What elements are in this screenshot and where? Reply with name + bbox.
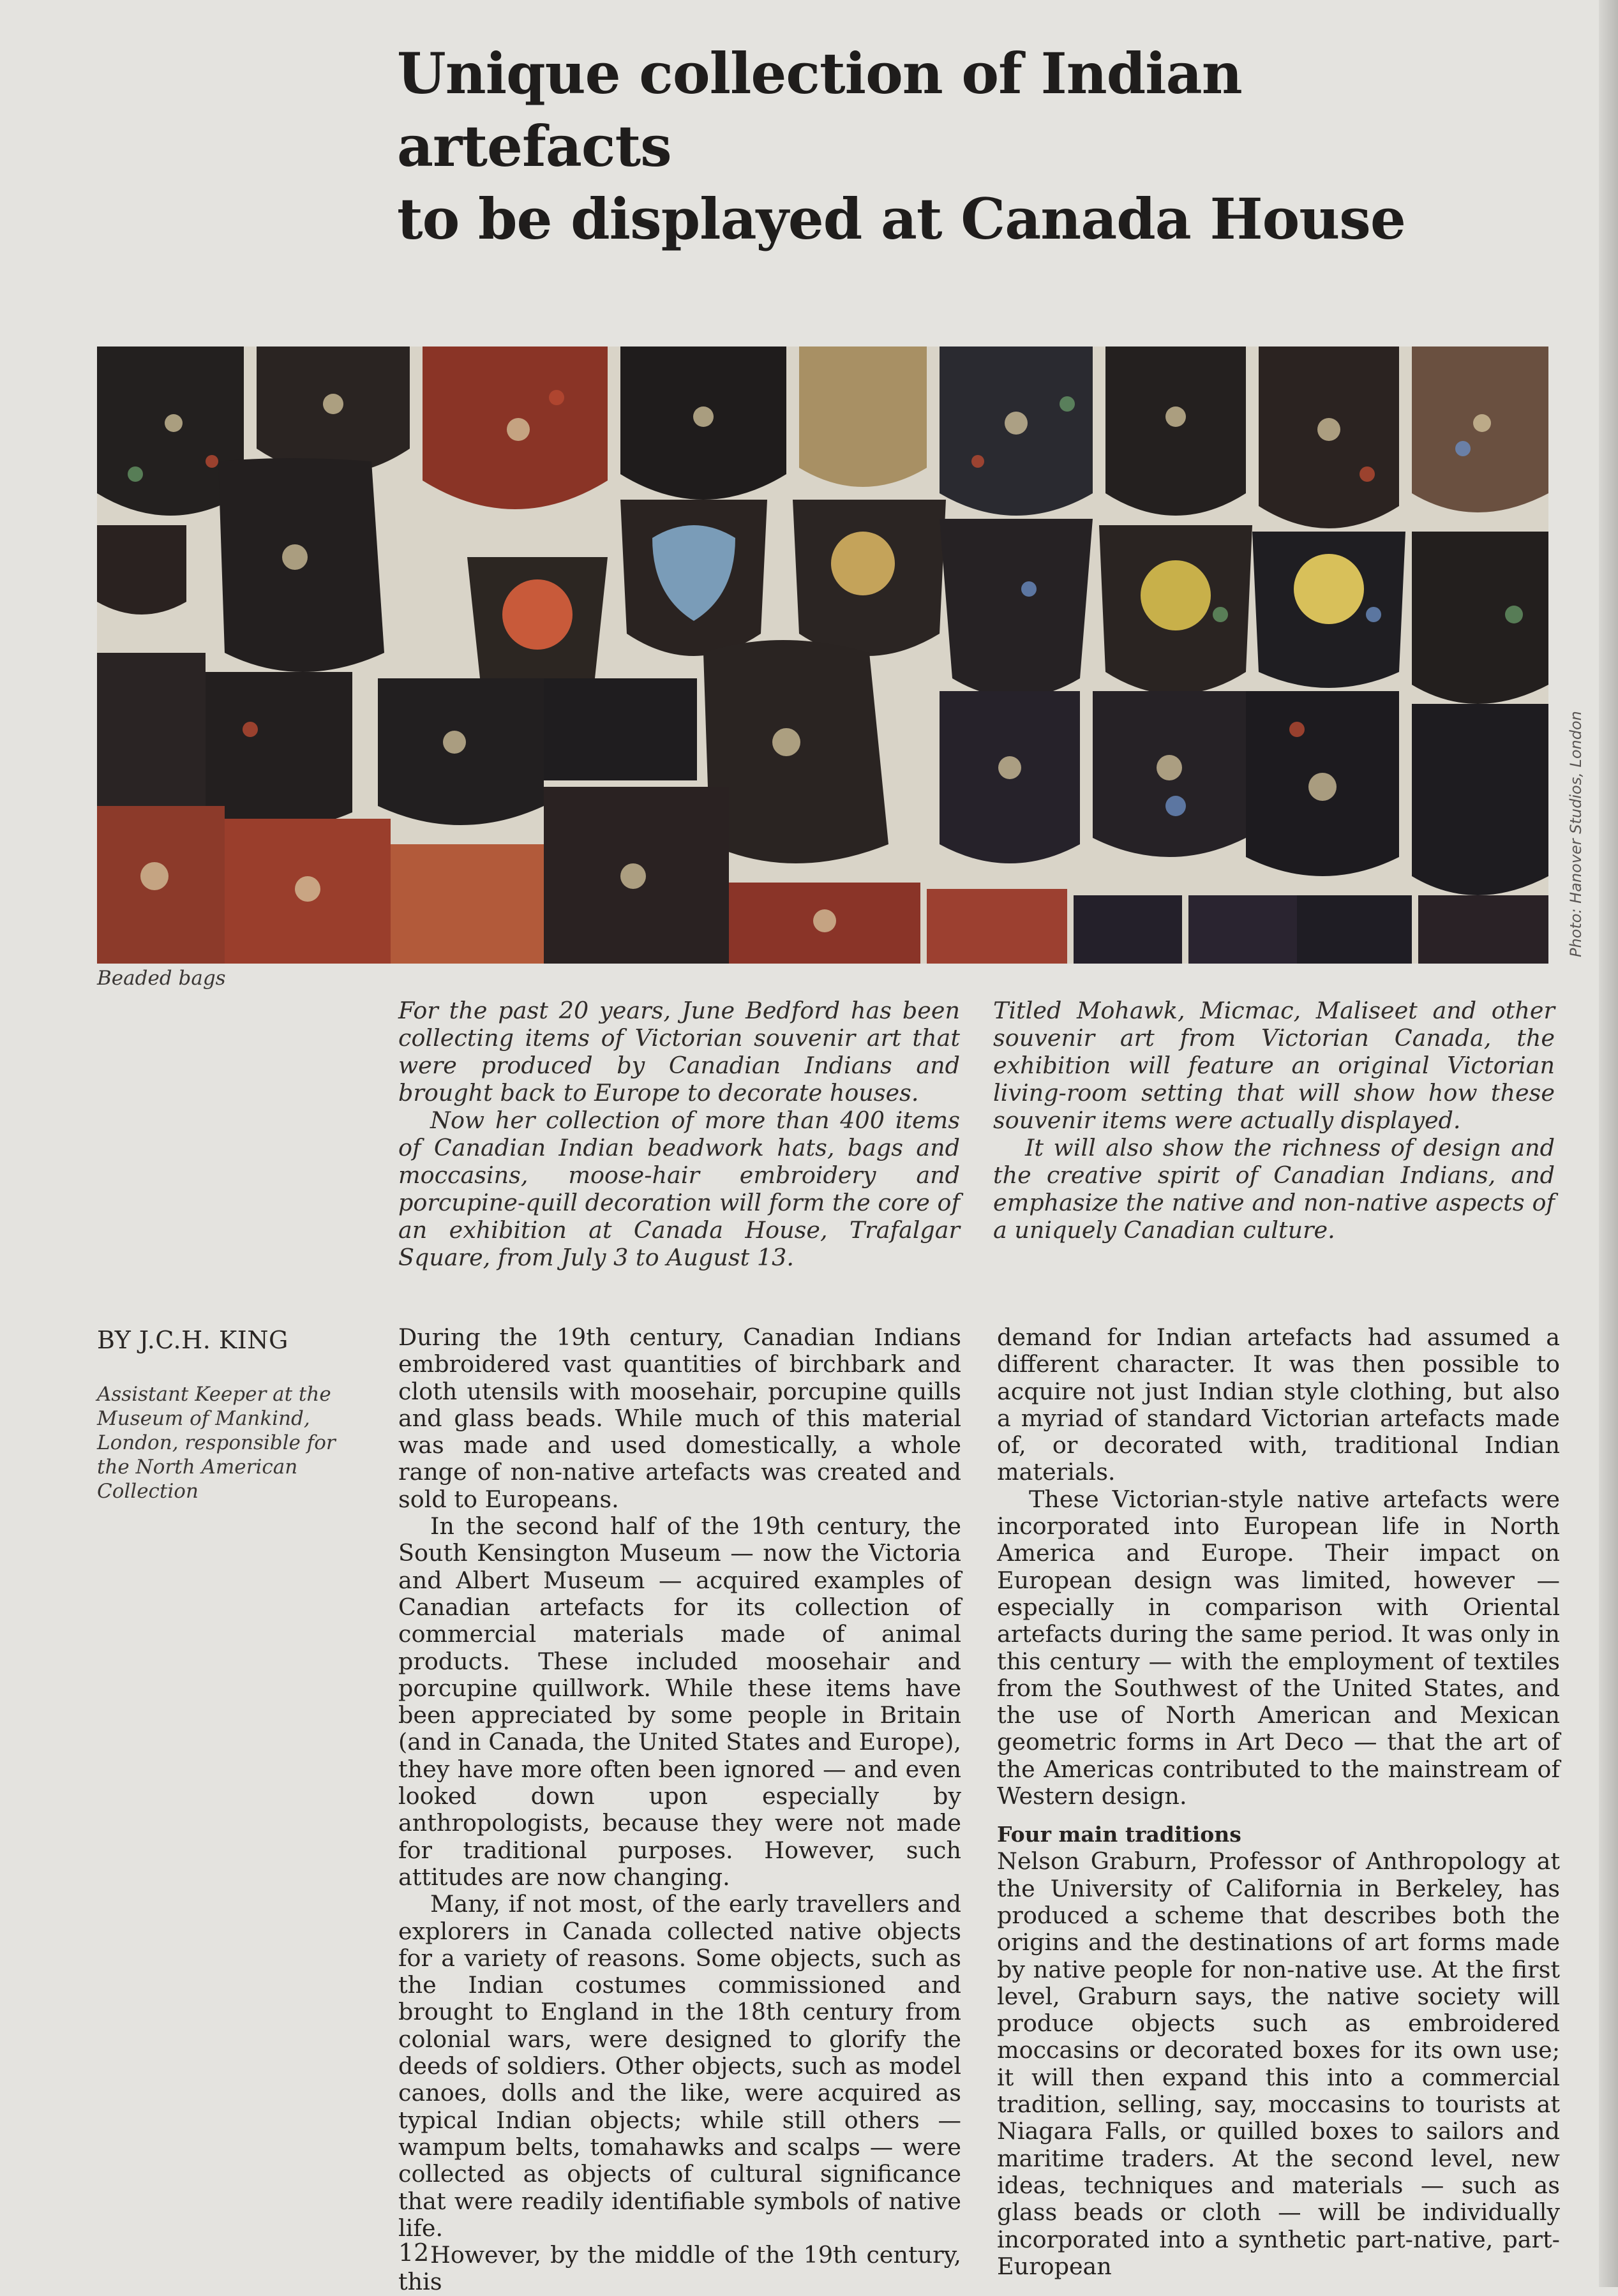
intro-column-right: [993, 997, 1555, 1244]
intro-column-left: [398, 997, 960, 1271]
subhead: Four main traditions: [997, 1822, 1241, 1847]
beaded-bags-photo: [97, 347, 1548, 964]
photo-caption: Beaded bags: [97, 967, 226, 990]
page-number: 12: [398, 2239, 430, 2267]
intro-paragraph: Now her collection of more than 400 items of Canadian Indian beadwork hats, bags and moccasins, moose-hair embroidery and porcupine-quill decoration will form the core of an exhibition at Canada House, Trafalgar Square, from July 3 to August 13.: [398, 1107, 960, 1271]
body-paragraph: In the second half of the 19th century, the South Kensington Museum — now the Victoria and Albert Museum — acquired examples of Canadian artefacts for its collection of commercial materials made of animal products. These included moosehair and porcupine quillwork. While these items have been appreciated by some people in Britain (and in Canada, the United States and Europe), they have more often been ignored — and even looked down upon especially by anthropologists, because they were not made for traditional purposes. However, such attitudes are now changing.: [398, 1512, 961, 1891]
byline: BY J.C.H. KING: [97, 1326, 288, 1354]
body-paragraph: demand for Indian artefacts had assumed a different character. It was then possible to acquire not just Indian style clothing, but also a myriad of standard Victorian artefacts made of, or decorated with, traditional Indian materials.: [997, 1323, 1560, 1486]
headline-line-1: Unique collection of Indian artefacts: [397, 40, 1242, 179]
body-paragraph: These Victorian-style native artefacts were incorporated into European life in North America and Europe. Their impact on European design was limited, however — especially in comparison with Oriental artefacts during the same period. It was only in this century — with the employment of textiles from the Southwest of the United States, and the use of North American and Mexican geometric forms in Art Deco — that the art of the Americas contributed to the mainstream of Western design.: [997, 1485, 1560, 1810]
body-paragraph: During the 19th century, Canadian Indians embroidered vast quantities of birchbark and cloth utensils with moosehair, porcupine quills and glass beads. While much of this material was made and used domestically, a whole range of non-native artefacts was created and sold to Europeans.: [398, 1323, 961, 1513]
body-column-left: [398, 1324, 961, 2296]
body-paragraph: However, by the middle of the 19th century, this: [398, 2241, 961, 2296]
intro-paragraph: It will also show the richness of design and the creative spirit of Canadian Indians, and emphasize the native and non-native aspects of a uniquely Canadian culture.: [993, 1134, 1555, 1244]
headline-line-2: to be displayed at Canada House: [397, 186, 1405, 252]
headline: [397, 37, 1482, 255]
intro-paragraph: Titled Mohawk, Micmac, Maliseet and other souvenir art from Victorian Canada, the exhibition will feature an original Victorian living-room setting that will show how these souvenir items were actually displayed.: [993, 997, 1555, 1134]
page-edge-shadow: [1599, 0, 1618, 2287]
photo-credit: Photo: Hanover Studios, London: [1567, 711, 1585, 957]
body-paragraph: Nelson Graburn, Professor of Anthropology at the University of California in Berkeley, has produced a scheme that describes both the origins and the destinations of art forms made by native people for non-native use. At the first level, Graburn says, the native society will produce objects such as embroidered moccasins or decorated boxes for its own use; it will then expand this into a commercial tradition, selling, say, moccasins to tourists at Niagara Falls, or quilled boxes to sailors and maritime traders. At the second level, new ideas, techniques and materials — such as glass beads or cloth — will be individually incorporated into a synthetic part-native, part-European: [997, 1847, 1560, 2280]
body-column-right: [997, 1324, 1560, 2280]
intro-paragraph: For the past 20 years, June Bedford has been collecting items of Victorian souvenir art that were produced by Canadian Indians and brought back to Europe to decorate houses.: [398, 997, 960, 1107]
body-paragraph: Many, if not most, of the early travellers and explorers in Canada collected native objects for a variety of reasons. Some objects, such as the Indian costumes commissioned and brought to England in the 18th century from colonial wars, were designed to glorify the deeds of soldiers. Other objects, such as model canoes, dolls and the like, were acquired as typical Indian objects; while still others — wampum belts, tomahawks and scalps — were collected as objects of cultural significance that were readily identifiable symbols of native life.: [398, 1890, 961, 2242]
author-role: Assistant Keeper at the Museum of Mankind, London, responsible for the North American Collection: [97, 1383, 336, 1503]
